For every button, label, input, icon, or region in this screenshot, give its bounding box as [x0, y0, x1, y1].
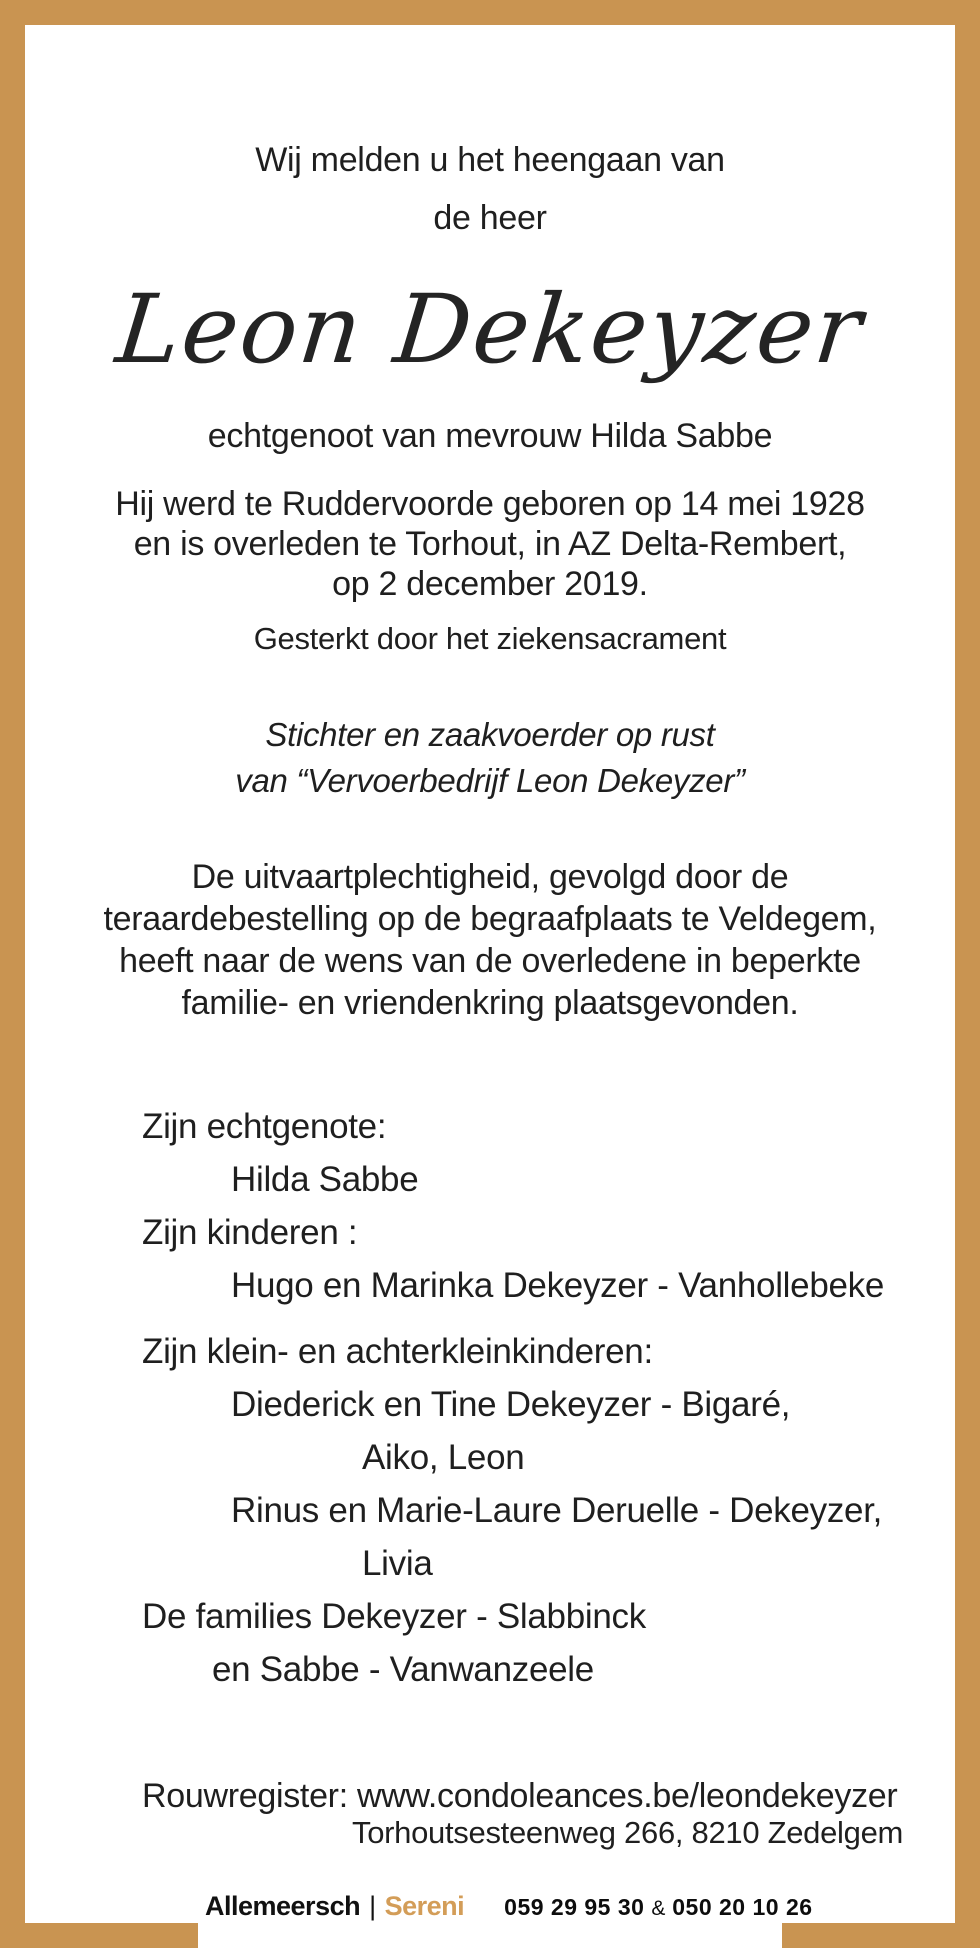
- family-line-name: Rinus en Marie-Laure Deruelle - Dekeyzer,: [231, 1491, 883, 1530]
- frame-border-bottom-left: [0, 1923, 198, 1948]
- intro-line: Wij melden u het heengaan van: [255, 141, 725, 179]
- condolence-register-line: Rouwregister: www.condoleances.be/leondekeyzer: [142, 1777, 898, 1815]
- phone-number-2: 050 20 10 26: [672, 1894, 813, 1920]
- family-line-heading: Zijn klein- en achterkleinkinderen:: [142, 1332, 653, 1371]
- funeral-home-name-secondary: Sereni: [384, 1891, 465, 1921]
- family-list: [142, 1100, 955, 1696]
- family-line-heading: Zijn echtgenote:: [142, 1107, 387, 1146]
- family-line-name: Hugo en Marinka Dekeyzer - Vanhollebeke: [231, 1266, 885, 1305]
- frame-border-bottom-right: [782, 1923, 980, 1948]
- funeral-home-footer: [205, 1891, 955, 1922]
- family-line-heading: Zijn kinderen :: [142, 1213, 358, 1252]
- ceremony-line: familie- en vriendenkring plaatsgevonden.: [181, 984, 799, 1022]
- birth-death-paragraph: [25, 484, 955, 604]
- family-line-name: en Sabbe - Vanwanzeele: [212, 1650, 594, 1689]
- birth-line: Hij werd te Ruddervoorde geboren op 14 mei 1928: [115, 485, 865, 523]
- ceremony-line: De uitvaartplechtigheid, gevolgd door de: [191, 858, 789, 896]
- family-line-name: Diederick en Tine Dekeyzer - Bigaré,: [231, 1385, 791, 1424]
- phone-separator: &: [651, 1897, 666, 1920]
- family-line-name: Livia: [362, 1544, 433, 1583]
- brand-divider: |: [369, 1891, 376, 1921]
- funeral-home-name-primary: Allemeersch: [205, 1891, 361, 1921]
- frame-border-left: [0, 0, 25, 1948]
- family-line-heading: De families Dekeyzer - Slabbinck: [142, 1597, 646, 1636]
- funeral-home-phones: [504, 1894, 812, 1921]
- profession-paragraph: [25, 712, 955, 804]
- ceremony-line: teraardebestelling op de begraafplaats te Veldegem,: [103, 900, 877, 938]
- deceased-name: Leon Dekeyzer: [111, 275, 869, 385]
- phone-number-1: 059 29 95 30: [504, 1894, 645, 1920]
- ceremony-line: heeft naar de wens van de overledene in beperkte: [119, 942, 861, 980]
- profession-line: Stichter en zaakvoerder op rust: [265, 716, 715, 753]
- ceremony-paragraph: [25, 856, 955, 1024]
- death-line: en is overleden te Torhout, in AZ Delta-Rembert,: [133, 525, 847, 563]
- frame-border-top: [0, 0, 980, 25]
- family-line-name: Aiko, Leon: [362, 1438, 525, 1477]
- sacrament-line: Gesterkt door het ziekensacrament: [253, 621, 727, 656]
- family-line-name: Hilda Sabbe: [231, 1160, 419, 1199]
- spouse-line: echtgenoot van mevrouw Hilda Sabbe: [207, 417, 773, 455]
- death-date-line: op 2 december 2019.: [332, 565, 648, 603]
- address-line: Torhoutsesteenweg 266, 8210 Zedelgem: [352, 1815, 904, 1850]
- company-line: van “Vervoerbedrijf Leon Dekeyzer”: [235, 762, 745, 799]
- funeral-home-brand: [205, 1891, 464, 1922]
- salutation-line: de heer: [433, 199, 547, 237]
